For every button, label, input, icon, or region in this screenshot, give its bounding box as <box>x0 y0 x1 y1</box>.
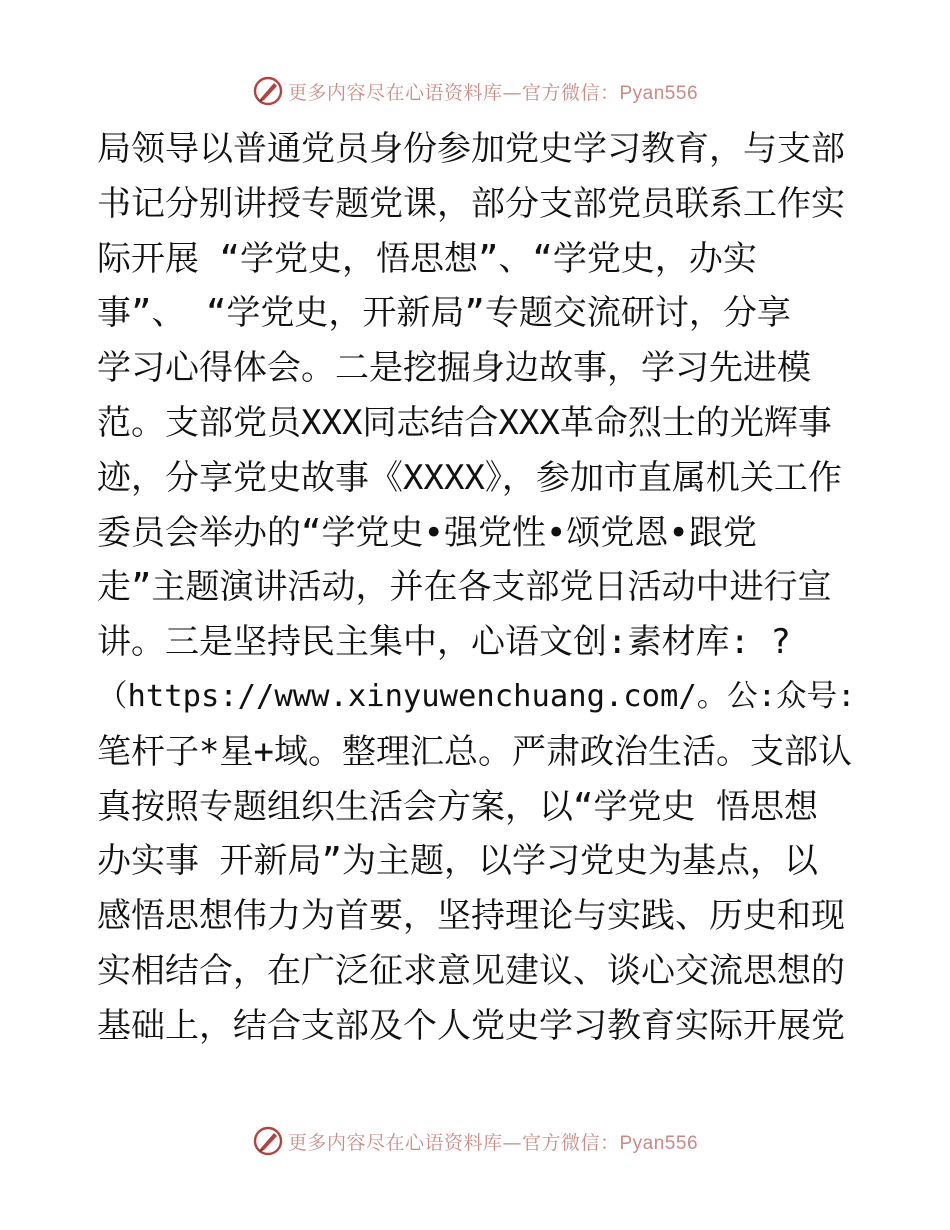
body-line: 感悟思想伟力为首要，坚持理论与实践、历史和现 <box>97 896 845 937</box>
wechat-id: Pyan556 <box>619 1132 699 1154</box>
body-line: 笔杆子*星+域。整理汇总。严肃政治生活。支部认 <box>97 731 852 772</box>
body-line: 实相结合，在广泛征求意见建议、谈心交流思想的 <box>97 950 845 991</box>
body-line: 书记分别讲授专题党课，部分支部党员联系工作实 <box>97 183 845 224</box>
footer-watermark-banner <box>0 1119 950 1163</box>
wechat-id: Pyan556 <box>619 82 699 104</box>
banner-text: 更多内容尽在心语资料库—官方微信：Pyan556 <box>287 81 699 104</box>
banner-text: 更多内容尽在心语资料库—官方微信：Pyan556 <box>287 1131 699 1154</box>
document-body <box>97 122 857 1054</box>
body-line: 真按照专题组织生活会方案，以“学党史 悟思想 <box>97 786 818 827</box>
header-watermark-banner <box>0 69 950 113</box>
body-line: 事”、 “学党史，开新局”专题交流研讨，分享 <box>97 293 791 334</box>
body-line: 走”主题演讲活动，并在各支部党日活动中进行宣 <box>97 567 832 608</box>
pen-logo-icon <box>252 75 284 107</box>
body-line: 迹，分享党史故事《XXXX》，参加市直属机关工作 <box>97 457 842 498</box>
body-line: 办实事 开新局”为主题，以学习党史为基点，以 <box>97 841 818 882</box>
pen-logo-icon <box>252 1125 284 1157</box>
body-line: 委员会举办的“学党史•强党性•颂党恩•跟党 <box>97 512 757 553</box>
body-line: 基础上，结合支部及个人党史学习教育实际开展党 <box>97 1005 845 1046</box>
body-line: （https://www.xinyuwenchuang.com/。公:众号: <box>97 678 856 714</box>
body-line: 讲。三是坚持民主集中，心语文创:素材库: ? <box>97 622 791 663</box>
body-line: 际开展 “学党史，悟思想”、“学党史，办实 <box>97 238 757 279</box>
body-line: 学习心得体会。二是挖掘身边故事，学习先进模 <box>97 348 811 389</box>
body-line: 范。支部党员XXX同志结合XXX革命烈士的光辉事 <box>97 402 832 443</box>
body-line: 局领导以普通党员身份参加党史学习教育，与支部 <box>97 129 845 169</box>
